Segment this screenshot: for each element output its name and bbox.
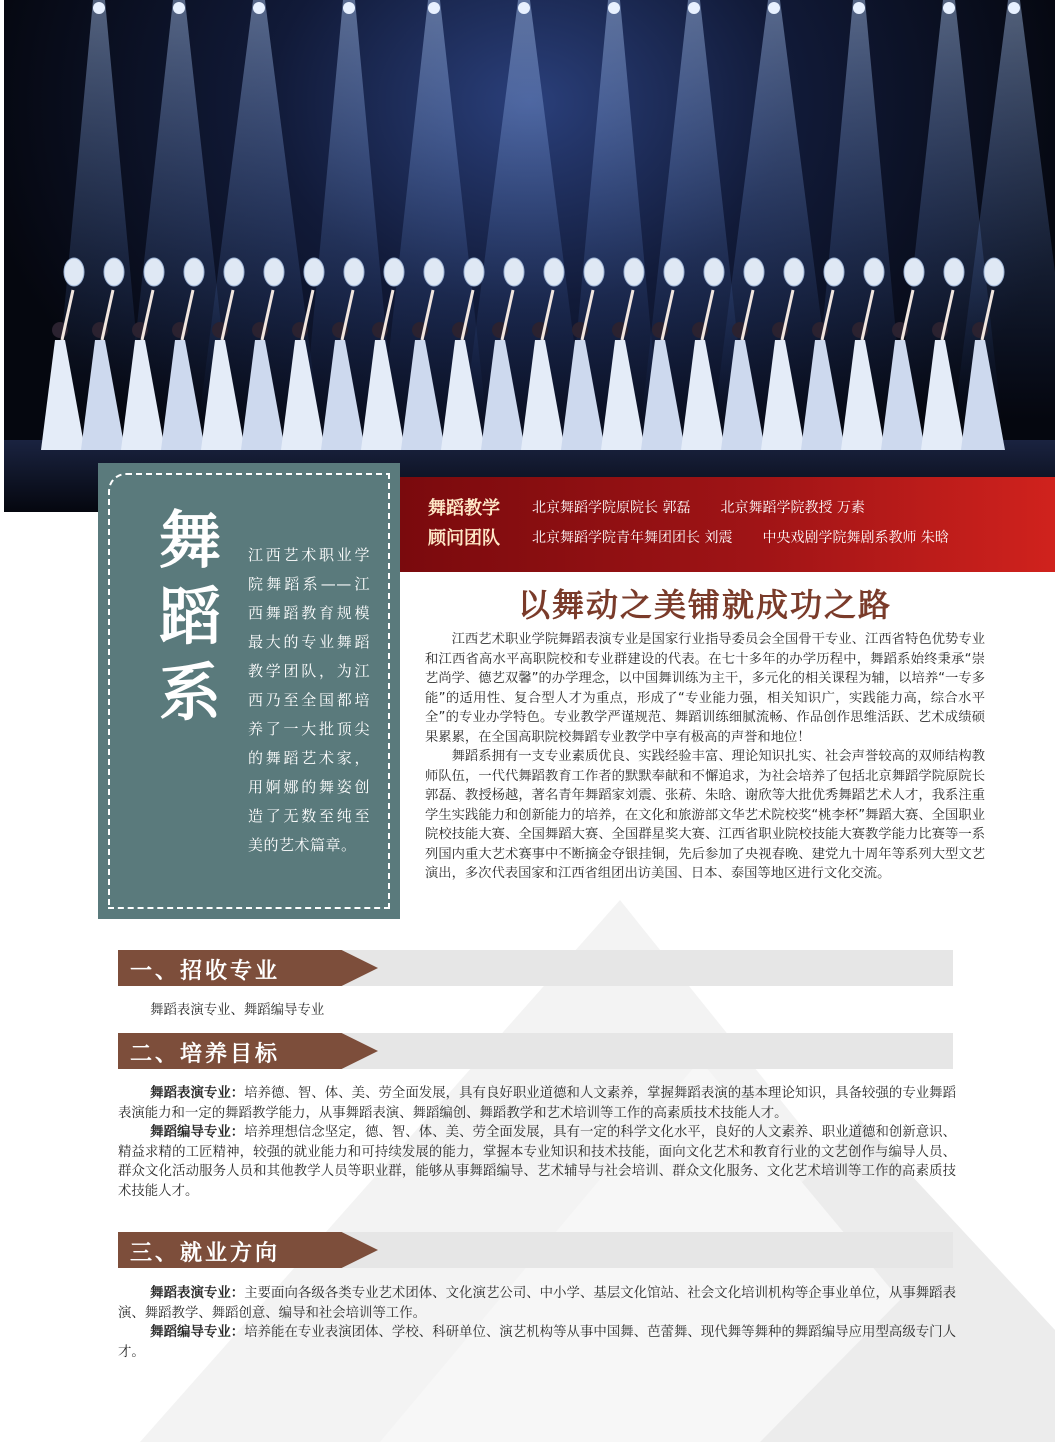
spotlight	[768, 2, 780, 14]
spotlight	[608, 2, 620, 14]
careers-choreography-text: 培养能在专业表演团体、学校、科研单位、演艺机构等从事中国舞、芭蕾舞、现代舞等舞种的舞蹈编导应用型高级专门人才。	[118, 1325, 957, 1360]
department-title	[150, 503, 230, 731]
goals-performance	[118, 1084, 956, 1123]
stage-light-beam	[464, 0, 584, 420]
spotlight	[853, 2, 865, 14]
section-header-careers	[118, 1232, 953, 1268]
title-char-3: 系	[158, 656, 221, 729]
goals-performance-label: 舞蹈表演专业：	[150, 1086, 245, 1101]
hero-photo	[4, 0, 1055, 512]
spotlight	[1008, 2, 1020, 14]
section-header-enrollment	[118, 950, 953, 986]
enrollment-text	[118, 1001, 956, 1021]
spotlight	[93, 2, 105, 14]
stage-light-beam	[382, 0, 487, 420]
intro-paragraph-1: 江西艺术职业学院舞蹈表演专业是国家行业指导委员会全国骨干专业、江西省特色优势专业和江西省高水平高职院校和专业群建设的代表。在七十多年的办学历程中，舞蹈系始终秉承“崇艺尚学、德艺双馨”的办学理念，以中国舞训练为主干，多元化的相关课程为辅，以培养“一专多能”的适用性、复合型人才为重点，形成了“专业能力强，相关知识广，实践能力高，综合水平全”的专业办学特色。专业教学严谨规范、舞蹈训练细腻流畅、作品创作思维活跃、艺术成绩硕果累累，在全国高职院校舞蹈专业教学中享有极高的声誉和地位！	[425, 632, 985, 745]
spotlight	[173, 2, 185, 14]
title-char-2: 蹈	[158, 580, 221, 653]
careers-performance-label: 舞蹈表演专业：	[150, 1286, 245, 1301]
advisor-wan-su: 北京舞蹈学院教授 万素	[720, 500, 865, 516]
title-char-1: 舞	[158, 504, 221, 577]
advisor-label-2: 顾问团队	[428, 528, 500, 549]
advisor-liu-zhen: 北京舞蹈学院青年舞团团长 刘震	[532, 530, 733, 546]
careers-text	[118, 1284, 956, 1362]
section-title-goals: 二、培养目标	[130, 1041, 281, 1067]
careers-choreography	[118, 1323, 956, 1362]
department-summary: 江西艺术职业学院舞蹈系——江西舞蹈教育规模最大的专业舞蹈教学团队，为江西乃至全国都培养了一大批顶尖的舞蹈艺术家，用婀娜的舞姿创造了无数至纯至美的艺术篇章。	[248, 546, 370, 854]
goals-performance-text: 培养德、智、体、美、劳全面发展，具有良好职业道德和人文素养，掌握舞蹈表演的基本理论知识，具备较强的专业舞蹈表演能力和一定的舞蹈教学能力，从事舞蹈表演、舞蹈编创、舞蹈教学和艺术培训等工作的高素质技术技能人才。	[118, 1086, 957, 1121]
advisor-guo-lei: 北京舞蹈学院原院长 郭磊	[532, 500, 691, 516]
goals-text	[118, 1084, 956, 1201]
advisor-zhu-han: 中央戏剧学院舞剧系教师 朱晗	[762, 530, 949, 546]
goals-choreography-label: 舞蹈编导专业：	[150, 1125, 245, 1140]
spotlight	[428, 2, 440, 14]
advisor-banner	[400, 477, 1055, 572]
careers-choreography-label: 舞蹈编导专业：	[150, 1325, 245, 1340]
careers-performance-text: 主要面向各级各类专业艺术团体、文化演艺公司、中小学、基层文化馆站、社会文化培训机构等企事业单位，从事舞蹈表演、舞蹈教学、舞蹈创意、编导和社会培训等工作。	[118, 1286, 957, 1321]
section-header-goals	[118, 1033, 953, 1069]
advisor-row-2	[428, 524, 949, 550]
advisor-label-1: 舞蹈教学	[428, 498, 500, 519]
spotlight	[943, 2, 955, 14]
headline: 以舞动之美铺就成功之路	[517, 586, 892, 624]
section-title-careers: 三、就业方向	[130, 1240, 281, 1266]
careers-performance	[118, 1284, 956, 1323]
spotlight	[518, 2, 530, 14]
spotlight	[688, 2, 700, 14]
goals-choreography-text: 培养理想信念坚定，德、智、体、美、劳全面发展，具有一定的科学文化水平，良好的人文素养、职业道德和创新意识、精益求精的工匠精神，较强的就业能力和可持续发展的能力，掌握本专业知识和技术技能，面向文化艺术和教育行业的文艺创作与编导人员、群众文化活动服务人员和其他教学人员等职业群，能够从事舞蹈编导、艺术辅导与社会培训、群众文化服务、文化艺术培训等工作的高素质技术技能人才。	[118, 1125, 957, 1199]
stage-performance-image	[4, 0, 1055, 512]
section-title-enrollment: 一、招收专业	[130, 958, 281, 984]
department-intro-panel	[98, 463, 400, 919]
goals-choreography	[118, 1123, 956, 1201]
intro-paragraph-2: 舞蹈系拥有一支专业素质优良、实践经验丰富、理论知识扎实、社会声誉较高的双师结构教师队伍，一代代舞蹈教育工作者的默默奉献和不懈追求，为社会培养了包括北京舞蹈学院原院长郭磊、教授杨越，著名青年舞蹈家刘震、张菥、朱晗、谢欣等大批优秀舞蹈艺术人才，我系注重学生实践能力和创新能力的培养，在文化和旅游部文华艺术院校奖“桃李杯”舞蹈大赛、全国职业院校技能大赛、全国舞蹈大赛、全国群星奖大赛、江西省职业院校技能大赛教学能力比赛等一系列国内重大艺术赛事中不断摘金夺银挂铜，先后参加了央视春晚、建党九十周年等系列大型文艺演出，多次代表国家和江西省组团出访美国、日本、泰国等地区进行文化交流。	[425, 749, 985, 881]
intro-text	[425, 630, 985, 884]
spotlight	[343, 2, 355, 14]
advisor-row-1	[428, 494, 865, 520]
majors-list: 舞蹈表演专业、舞蹈编导专业	[150, 1003, 325, 1018]
spotlight	[253, 2, 265, 14]
